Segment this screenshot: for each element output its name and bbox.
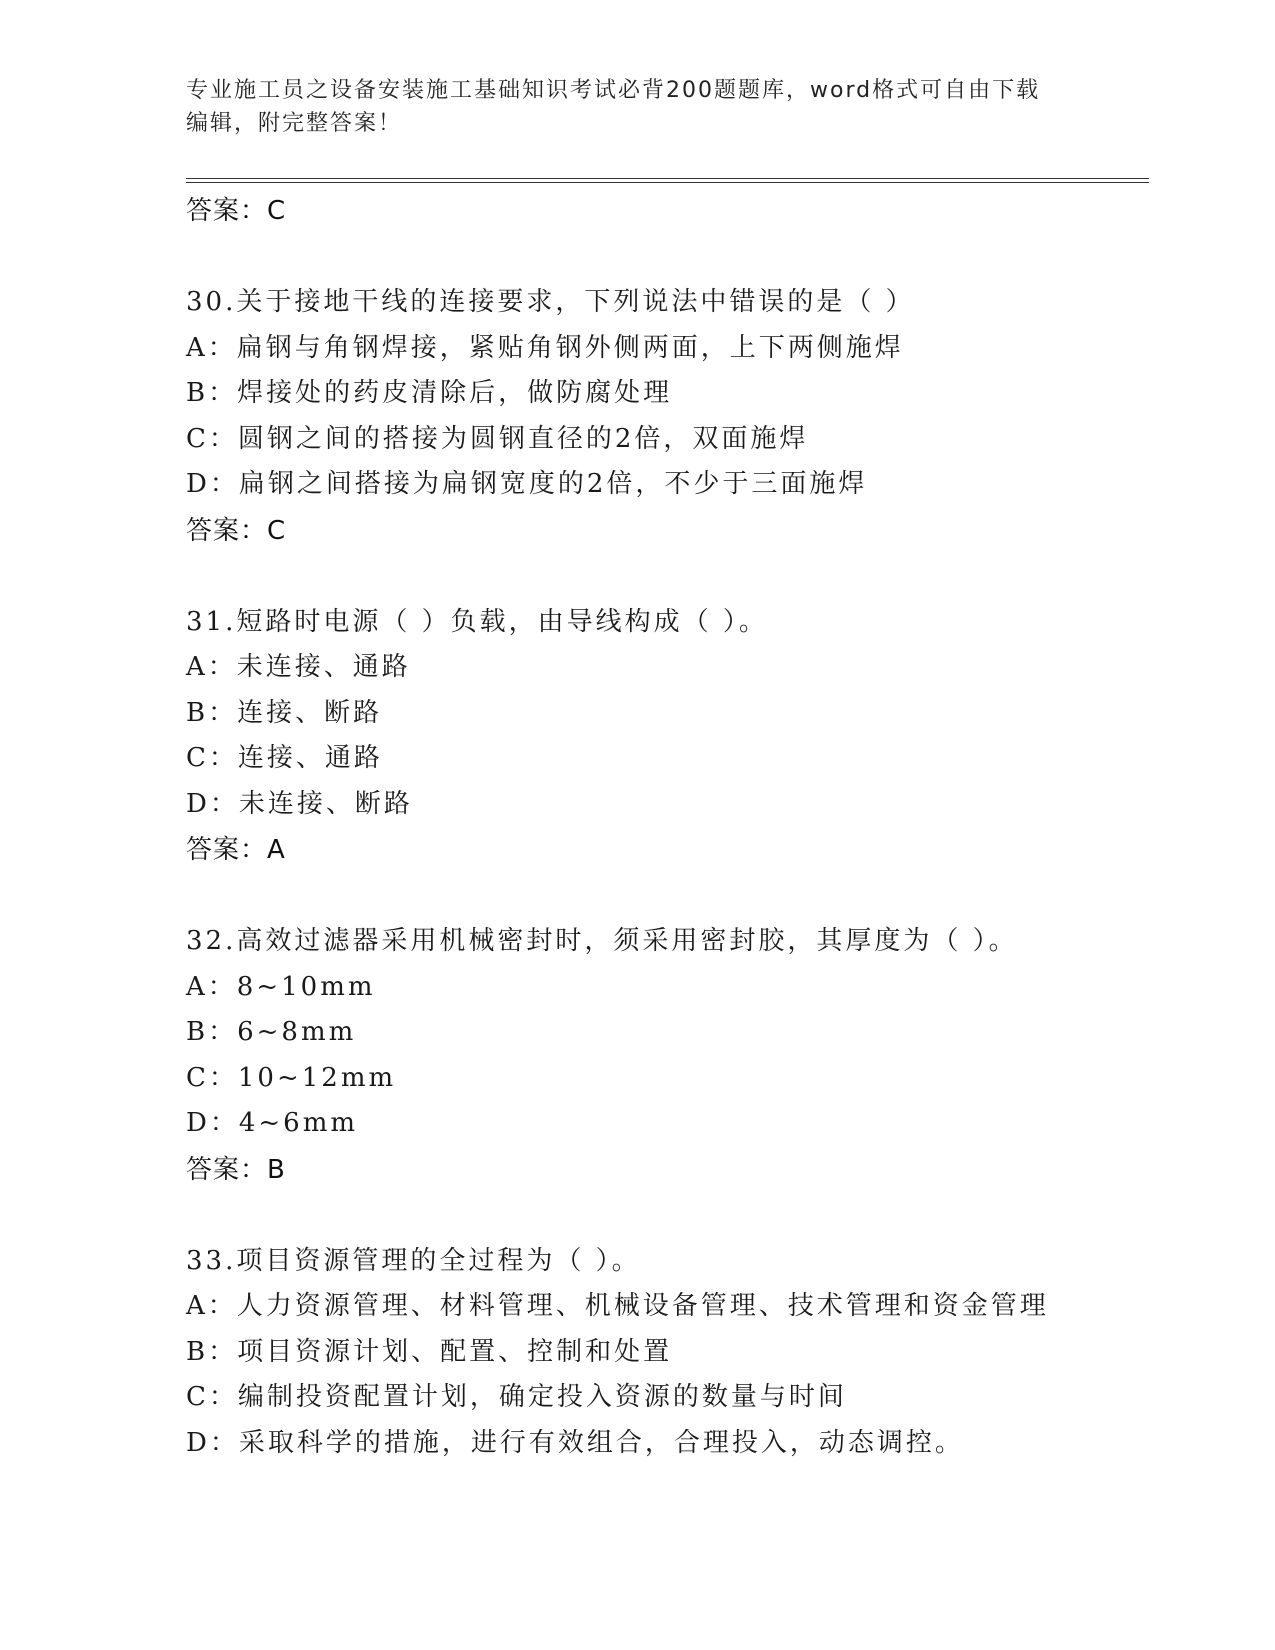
option-d: D：采取科学的措施，进行有效组合，合理投入，动态调控。 xyxy=(186,1427,964,1458)
question-31 xyxy=(186,600,1146,874)
option-b: B：连接、断路 xyxy=(186,697,383,728)
header-divider-bottom xyxy=(186,182,1149,183)
question-30 xyxy=(186,280,1146,554)
question-text: 32.高效过滤器采用机械密封时，须采用密封胶，其厚度为（ ）。 xyxy=(186,926,1018,956)
header-divider-top xyxy=(186,178,1149,179)
option-a: A：人力资源管理、材料管理、机械设备管理、技术管理和资金管理 xyxy=(186,1291,1049,1321)
header-line-2: 编辑，附完整答案！ xyxy=(186,111,403,136)
option-d: D：扁钢之间搭接为扁钢宽度的2倍，不少于三面施焊 xyxy=(186,469,868,499)
document-header xyxy=(186,74,1086,140)
option-c: C：10~12mm xyxy=(186,1062,397,1093)
answer: 答案：A xyxy=(186,835,286,865)
option-b: B：项目资源计划、配置、控制和处置 xyxy=(186,1336,673,1367)
answer: 答案：C xyxy=(186,515,287,546)
question-33 xyxy=(186,1239,1146,1467)
option-d: D：未连接、断路 xyxy=(186,788,413,819)
option-c: C：编制投资配置计划，确定投入资源的数量与时间 xyxy=(186,1382,847,1412)
option-a: A：扁钢与角钢焊接，紧贴角钢外侧两面，上下两侧施焊 xyxy=(186,332,904,363)
option-b: B：焊接处的药皮清除后，做防腐处理 xyxy=(186,378,673,408)
answer: 答案：B xyxy=(186,1154,286,1185)
question-list xyxy=(186,188,1146,1466)
question-text: 33.项目资源管理的全过程为（ ）。 xyxy=(186,1245,641,1276)
question-text: 31.短路时电源（ ）负载，由导线构成（ ）。 xyxy=(186,606,768,637)
option-b: B：6~8mm xyxy=(186,1017,357,1047)
previous-answer: 答案：C xyxy=(186,196,287,226)
question-text: 30.关于接地干线的连接要求，下列说法中错误的是（ ） xyxy=(186,287,915,317)
option-a: A：8~10mm xyxy=(186,971,376,1002)
header-line-1: 专业施工员之设备安装施工基础知识考试必背200题题库，word格式可自由下载 xyxy=(186,78,1041,103)
question-32 xyxy=(186,919,1146,1193)
option-c: C：圆钢之间的搭接为圆钢直径的2倍，双面施焊 xyxy=(186,423,809,454)
option-d: D：4~6mm xyxy=(186,1108,359,1138)
option-a: A：未连接、通路 xyxy=(186,652,411,682)
option-c: C：连接、通路 xyxy=(186,743,383,773)
